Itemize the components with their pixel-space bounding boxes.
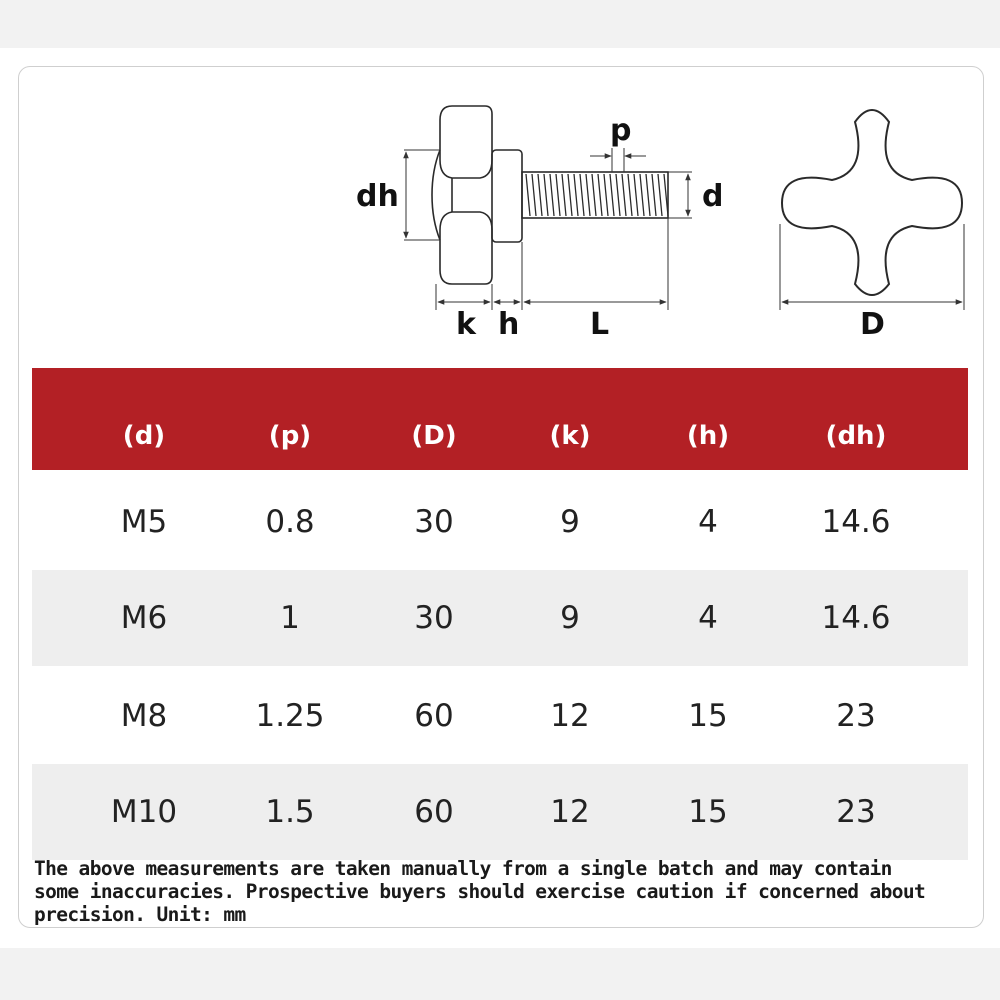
table-cell: M10 bbox=[110, 794, 178, 830]
thread-line bbox=[586, 174, 590, 216]
thread-line bbox=[634, 174, 638, 216]
thread-line bbox=[610, 174, 614, 216]
column-header: (h) bbox=[686, 421, 730, 451]
thread-line bbox=[658, 174, 662, 216]
table-cell: 15 bbox=[688, 698, 728, 734]
table-cell: M5 bbox=[120, 504, 168, 540]
thread-line bbox=[646, 174, 650, 216]
column-header: (D) bbox=[411, 421, 457, 451]
thread-line bbox=[574, 174, 578, 216]
thread-line bbox=[598, 174, 602, 216]
knob-top-view bbox=[782, 110, 962, 295]
table-cell: 12 bbox=[550, 794, 590, 830]
label-k: k bbox=[456, 307, 476, 342]
table-cell: 30 bbox=[414, 600, 454, 636]
thread-line bbox=[616, 174, 620, 216]
label-d: d bbox=[702, 179, 724, 214]
thread-line bbox=[532, 174, 536, 216]
column-header: (k) bbox=[549, 421, 591, 451]
label-p: p bbox=[610, 113, 632, 148]
table-cell: 0.8 bbox=[265, 504, 315, 540]
table-cell: M6 bbox=[120, 600, 168, 636]
table-cell: 1.25 bbox=[255, 698, 325, 734]
table-cell: 9 bbox=[560, 504, 580, 540]
dimension-lines bbox=[404, 148, 964, 310]
column-header: (d) bbox=[122, 421, 166, 451]
thread-line bbox=[568, 174, 572, 216]
table-cell: 1 bbox=[280, 600, 300, 636]
table-cell: 23 bbox=[836, 794, 876, 830]
thread-line bbox=[622, 174, 626, 216]
table-cell: 1.5 bbox=[265, 794, 315, 830]
thread-line bbox=[526, 174, 530, 216]
thread-line bbox=[628, 174, 632, 216]
thread-line bbox=[544, 174, 548, 216]
disclaimer-line: The above measurements are taken manually from a single batch and may contain bbox=[34, 857, 892, 880]
table-cell: 14.6 bbox=[821, 504, 891, 540]
thread-line bbox=[562, 174, 566, 216]
table-cell: M8 bbox=[120, 698, 168, 734]
thread-line bbox=[538, 174, 542, 216]
table-cell: 30 bbox=[414, 504, 454, 540]
measurement-disclaimer bbox=[34, 857, 964, 926]
label-dh: dh bbox=[356, 179, 399, 214]
disclaimer-line: precision. Unit: mm bbox=[34, 903, 246, 926]
thread-line bbox=[640, 174, 644, 216]
table-cell: 14.6 bbox=[821, 600, 891, 636]
table-row bbox=[32, 764, 968, 860]
table-cell: 9 bbox=[560, 600, 580, 636]
thread-line bbox=[556, 174, 560, 216]
thread-line bbox=[580, 174, 584, 216]
table-row bbox=[32, 570, 968, 666]
knob-screw-diagram bbox=[0, 0, 1000, 370]
table-cell: 60 bbox=[414, 794, 454, 830]
knob-side-view bbox=[432, 106, 522, 284]
table-cell: 4 bbox=[698, 504, 718, 540]
table-cell: 60 bbox=[414, 698, 454, 734]
thread-line bbox=[604, 174, 608, 216]
disclaimer-line: some inaccuracies. Prospective buyers should exercise caution if concerned about bbox=[34, 880, 926, 903]
label-D: D bbox=[860, 307, 885, 342]
table-cell: 23 bbox=[836, 698, 876, 734]
thread-line bbox=[592, 174, 596, 216]
thread bbox=[522, 172, 668, 218]
label-L: L bbox=[590, 307, 610, 342]
table-cell: 15 bbox=[688, 794, 728, 830]
table-cell: 12 bbox=[550, 698, 590, 734]
thread-line bbox=[652, 174, 656, 216]
column-header: (dh) bbox=[825, 421, 887, 451]
bottom-band bbox=[0, 948, 1000, 1000]
table-header bbox=[32, 368, 968, 470]
column-header: (p) bbox=[268, 421, 312, 451]
label-h: h bbox=[498, 307, 520, 342]
table-cell: 4 bbox=[698, 600, 718, 636]
table-row bbox=[32, 474, 968, 570]
thread-line bbox=[550, 174, 554, 216]
table-row bbox=[32, 668, 968, 764]
